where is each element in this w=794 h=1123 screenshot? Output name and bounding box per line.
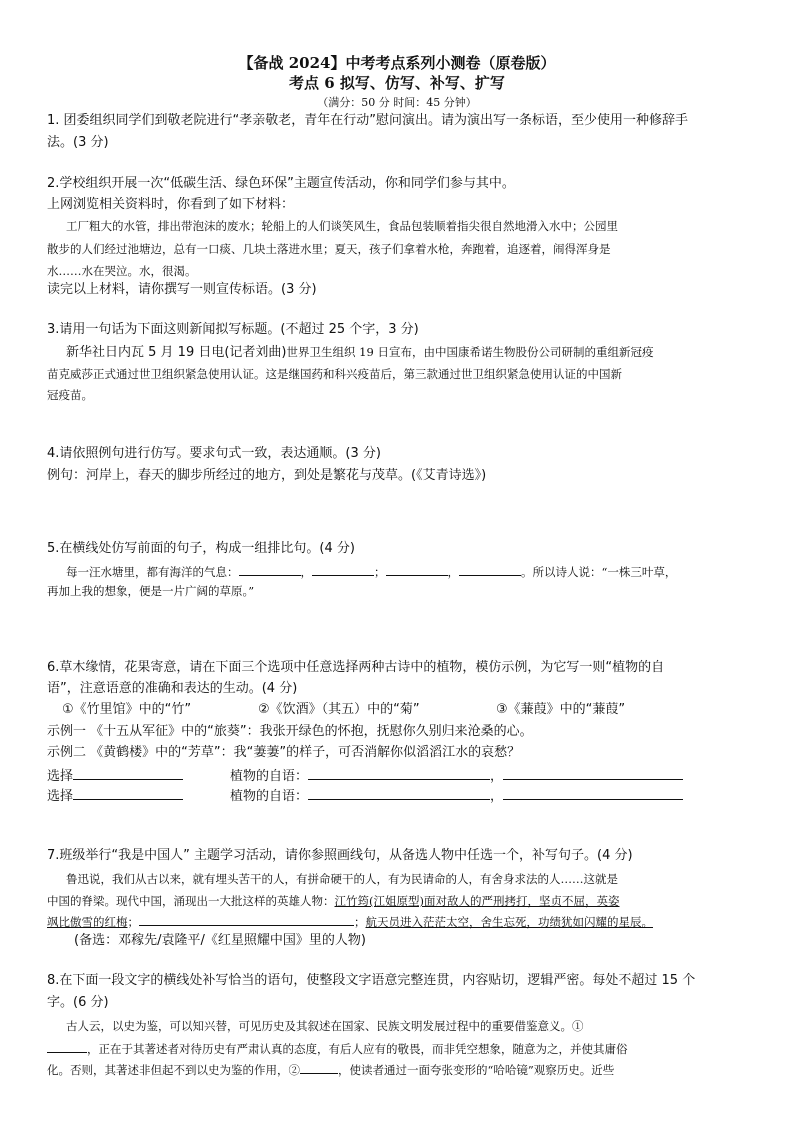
q6-comma-1: ， (490, 769, 504, 784)
q3-news-dateline: 新华社日内瓦 5 月 19 日电(记者刘曲) (66, 345, 287, 360)
q7-underlined-sentence-a: 江竹筠(江姐原型)面对敌人的严刑拷打，坚贞不屈，英姿 (334, 894, 620, 908)
q3-news-line1 (66, 344, 653, 361)
q8-passage-line1: 古人云，以史为鉴，可以知兴替，可见历史及其叙述在国家、民族文明发展过程中的重要借鉴意义。① (66, 1019, 584, 1033)
q7-passage-line2 (47, 893, 619, 909)
q6-comma-2: ， (490, 789, 504, 804)
q3-news-line3: 冠疫苗。 (47, 388, 93, 402)
q6-choose-label-2: 选择 (47, 789, 74, 804)
q6-answer-speech-2 (230, 787, 683, 805)
q5-sep2: ； (374, 565, 386, 579)
q2-line3: 读完以上材料，请你撰写一则宣传标语。(3 分) (47, 282, 317, 297)
q5-sep: ， (300, 565, 312, 579)
q7-candidates-note: (备选：邓稼先/袁隆平/《红星照耀中国》里的人物) (74, 933, 366, 948)
q2-material-line3: 水……水在哭泣。水，很渴。 (47, 264, 197, 278)
q6-example-2: 示例二 《黄鹤楼》中的“芳草”：我“萋萋”的样子，可否消解你似滔滔江水的哀愁？ (47, 745, 521, 760)
q6-answer-speech-1 (230, 767, 683, 785)
q8-passage-line3 (47, 1061, 614, 1078)
q3-news-line1-text: 世界卫生组织 19 日宣布，由中国康希诺生物股份公司研制的重组新冠疫 (286, 345, 654, 359)
q1-line2: 法。(3 分) (47, 135, 109, 150)
q6-plant-label-1: 植物的自语： (230, 769, 309, 784)
q5-blank-3[interactable] (386, 563, 448, 576)
q7-passage-line2-text: 中国的脊梁。现代中国，涌现出一大批这样的英雄人物： (47, 894, 335, 908)
q6-plant-label-2: 植物的自语： (230, 789, 309, 804)
q6-answer-row-2 (47, 787, 183, 805)
q5-line3: 再加上我的想象，便是一片广阔的草原。” (47, 584, 255, 598)
q5-blank-1[interactable] (239, 563, 301, 576)
q6-option-1: ①《竹里馆》中的“竹” (62, 702, 192, 717)
q8-blank-1[interactable] (47, 1040, 87, 1053)
q6-choose-blank-2[interactable] (73, 787, 183, 800)
q2-material-line1: 工厂粗大的水管，排出带泡沫的废水；轮船上的人们谈笑风生，食品包装顺着指尖很自然地滑入水中；公园里 (66, 219, 618, 233)
q8-passage-line2-text: ，正在于其著述者对待历史有严肃认真的态度，有后人应有的敬畏，而非凭空想象，随意为之，并使其庸俗 (87, 1042, 628, 1056)
q8-passage-line2 (47, 1040, 628, 1057)
q7-line1: 7.班级举行“我是中国人” 主题学习活动，请你参照画线句，从备选人物中任选一个，补写句子。(4 分) (47, 848, 633, 863)
q6-option-2: ②《饮酒》（其五）中的“菊” (258, 702, 420, 717)
q7-passage-line3 (47, 913, 653, 930)
q8-passage-line3-tail: ，使读者通过一面夸张变形的“哈哈镜”观察历史。近些 (338, 1063, 615, 1077)
q3-line1: 3.请用一句话为下面这则新闻拟写标题。(不超过 25 个字，3 分) (47, 322, 419, 337)
q6-choose-label-1: 选择 (47, 769, 74, 784)
q5-blank-4[interactable] (459, 563, 521, 576)
q6-line1: 6.草木缘情，花果寄意，请在下面三个选项中任意选择两种古诗中的植物，模仿示例，为它写一则“植物的自 (47, 660, 665, 675)
q6-speech-blank-2b[interactable] (503, 787, 683, 800)
q1-line1: 1. 团委组织同学们到敬老院进行“孝亲敬老，青年在行动”慰问演出。请为演出写一条标语，至少使用一种修辞手 (47, 113, 689, 128)
q8-blank-2[interactable] (300, 1061, 338, 1074)
q4-example: 例句：河岸上，春天的脚步所经过的地方，到处是繁花与茂草。(《艾青诗选》) (47, 468, 487, 483)
q7-underlined-sentence-c: 航天员进入茫茫太空，舍生忘死，功绩犹如闪耀的星辰。 (365, 915, 653, 929)
q5-blank-2[interactable] (312, 563, 374, 576)
q5-line2 (66, 563, 676, 580)
q6-speech-blank-2a[interactable] (308, 787, 490, 800)
q2-line1: 2.学校组织开展一次“低碳生活、绿色环保”主题宣传活动，你和同学们参与其中。 (47, 176, 515, 191)
q5-lead: 每一汪水塘里，都有海洋的气息： (66, 565, 239, 579)
q7-passage-line1: 鲁迅说，我们从古以来，就有埋头苦干的人，有拼命硬干的人，有为民请命的人，有舍身求法的人……这就是 (66, 872, 618, 886)
q2-material-line2: 散步的人们经过池塘边，总有一口痰、几块土落进水里；夏天，孩子们拿着水枪，奔跑着，追逐着，闹得浑身是 (47, 242, 611, 256)
page-title: 【备战 2024】中考考点系列小测卷（原卷版） (238, 54, 556, 72)
q8-passage-line3-lead: 化。否则，其著述非但起不到以史为鉴的作用，② (47, 1063, 300, 1077)
q8-line1: 8.在下面一段文字的横线处补写恰当的语句，使整段文字语意完整连贯，内容贴切，逻辑严密。每处不超过 15 个 (47, 973, 696, 988)
q4-line1: 4.请依照例句进行仿写。要求句式一致，表达通顺。(3 分) (47, 446, 381, 461)
q6-choose-blank-1[interactable] (73, 767, 183, 780)
q6-option-3: ③《蒹葭》中的“蒹葭” (496, 702, 626, 717)
q8-line2: 字。(6 分) (47, 995, 109, 1010)
q6-answer-row-1 (47, 767, 183, 785)
page-subtitle: 考点 6 拟写、仿写、补写、扩写 (289, 74, 505, 92)
q2-line2: 上网浏览相关资料时，你看到了如下材料： (47, 197, 295, 212)
q7-semicolon-1: ； (127, 915, 139, 929)
q7-answer-blank[interactable] (139, 913, 354, 926)
q6-speech-blank-1a[interactable] (308, 767, 490, 780)
q3-news-line2: 苗克威莎正式通过世卫组织紧急使用认证。这是继国药和科兴疫苗后，第三款通过世卫组织紧急使用认证的中国新 (47, 367, 622, 381)
score-time-info: （满分：50 分 时间：45 分钟） (317, 96, 477, 109)
q5-sep3: ， (447, 565, 459, 579)
q7-semicolon-2: ； (354, 915, 366, 929)
q6-line2: 语”，注意语意的准确和表达的生动。(4 分) (47, 681, 298, 696)
q6-example-1: 示例一 《十五从军征》中的“旅葵”：我张开绿色的怀抱，抚慰你久别归来沧桑的心。 (47, 724, 533, 739)
q5-tail: 。所以诗人说：“一株三叶草， (521, 565, 677, 579)
q7-underlined-sentence-b: 飒比傲雪的红梅 (47, 915, 128, 929)
q6-speech-blank-1b[interactable] (503, 767, 683, 780)
q5-line1: 5.在横线处仿写前面的句子，构成一组排比句。(4 分) (47, 541, 355, 556)
